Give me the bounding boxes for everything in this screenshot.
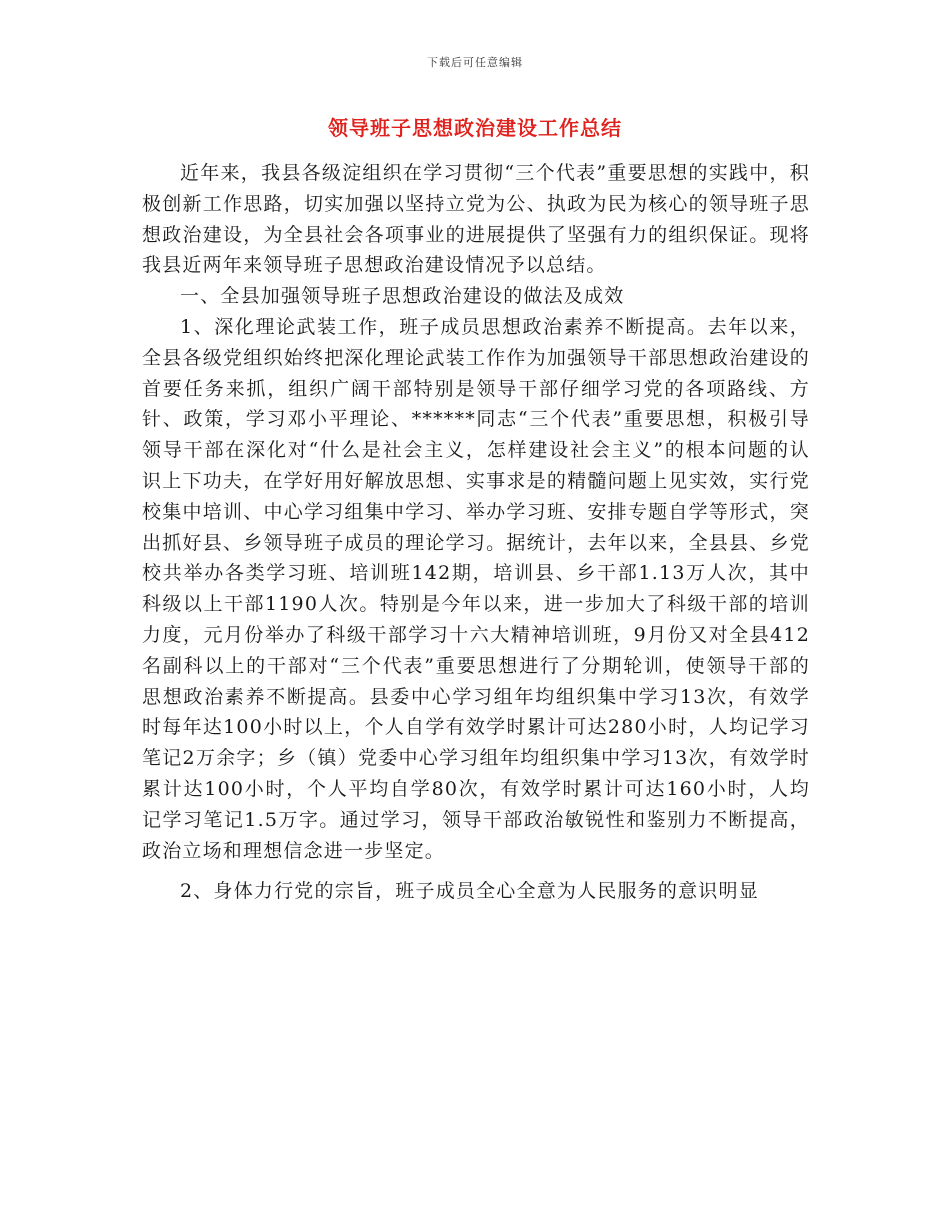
document-title: 领导班子思想政治建设工作总结 xyxy=(328,116,622,140)
paragraph-theory-study: 1、深化理论武装工作，班子成员思想政治素养不断提高。去年以来，全县各级党组织始终把深化理论武装工作作为加强领导干部思想政治建设的首要任务来抓，组织广阔干部特别是领导干部仔细学习党的各项路线、方针、政策，学习邓小平理论、******同志“三个代表”重要思想，积极引导领导干部在深化对“什么是社会主义，怎样建设社会主义”的根本问题的认识上下功夫，在学好用好解放思想、实事求是的精髓问题上见实效，实行党校集中培训、中心学习组集中学习、举办学习班、安排专题自学等形式，突出抓好县、乡领导班子成员的理论学习。据统计，去年以来，全县县、乡党校共举办各类学习班、培训班142期，培训县、乡干部1.13万人次，其中科级以上干部1190人次。特别是今年以来，进一步加大了科级干部的培训力度，元月份举办了科级干部学习十六大精神培训班，9月份又对全县412名副科以上的干部对“三个代表”重要思想进行了分期轮训，使领导干部的思想政治素养不断提高。县委中心学习组年均组织集中学习13次，有效学时每年达100小时以上，个人自学有效学时累计可达280小时，人均记学习笔记2万余字；乡（镇）党委中心学习组年均组织集中学习13次，有效学时累计达100小时，个人平均自学80次，有效学时累计可达160小时，人均记学习笔记1.5万字。通过学习，领导干部政治敏锐性和鉴别力不断提高，政治立场和理想信念进一步坚定。 xyxy=(142,315,810,862)
paragraph-intro: 近年来，我县各级淀组织在学习贯彻“三个代表”重要思想的实践中，积极创新工作思路，切实加强以坚持立党为公、执政为民为核心的领导班子思想政治建设，为全县社会各项事业的进展提供了坚强有力的组织保证。现将我县近两年来领导班子思想政治建设情况予以总结。 xyxy=(142,162,810,277)
header-note: 下载后可任意编辑 xyxy=(427,56,523,69)
document-body xyxy=(142,158,810,907)
paragraph-party-purpose: 2、身体力行党的宗旨，班子成员全心全意为人民服务的意识明显 xyxy=(180,880,759,903)
paragraph-section-heading: 一、全县加强领导班子思想政治建设的做法及成效 xyxy=(180,285,625,308)
